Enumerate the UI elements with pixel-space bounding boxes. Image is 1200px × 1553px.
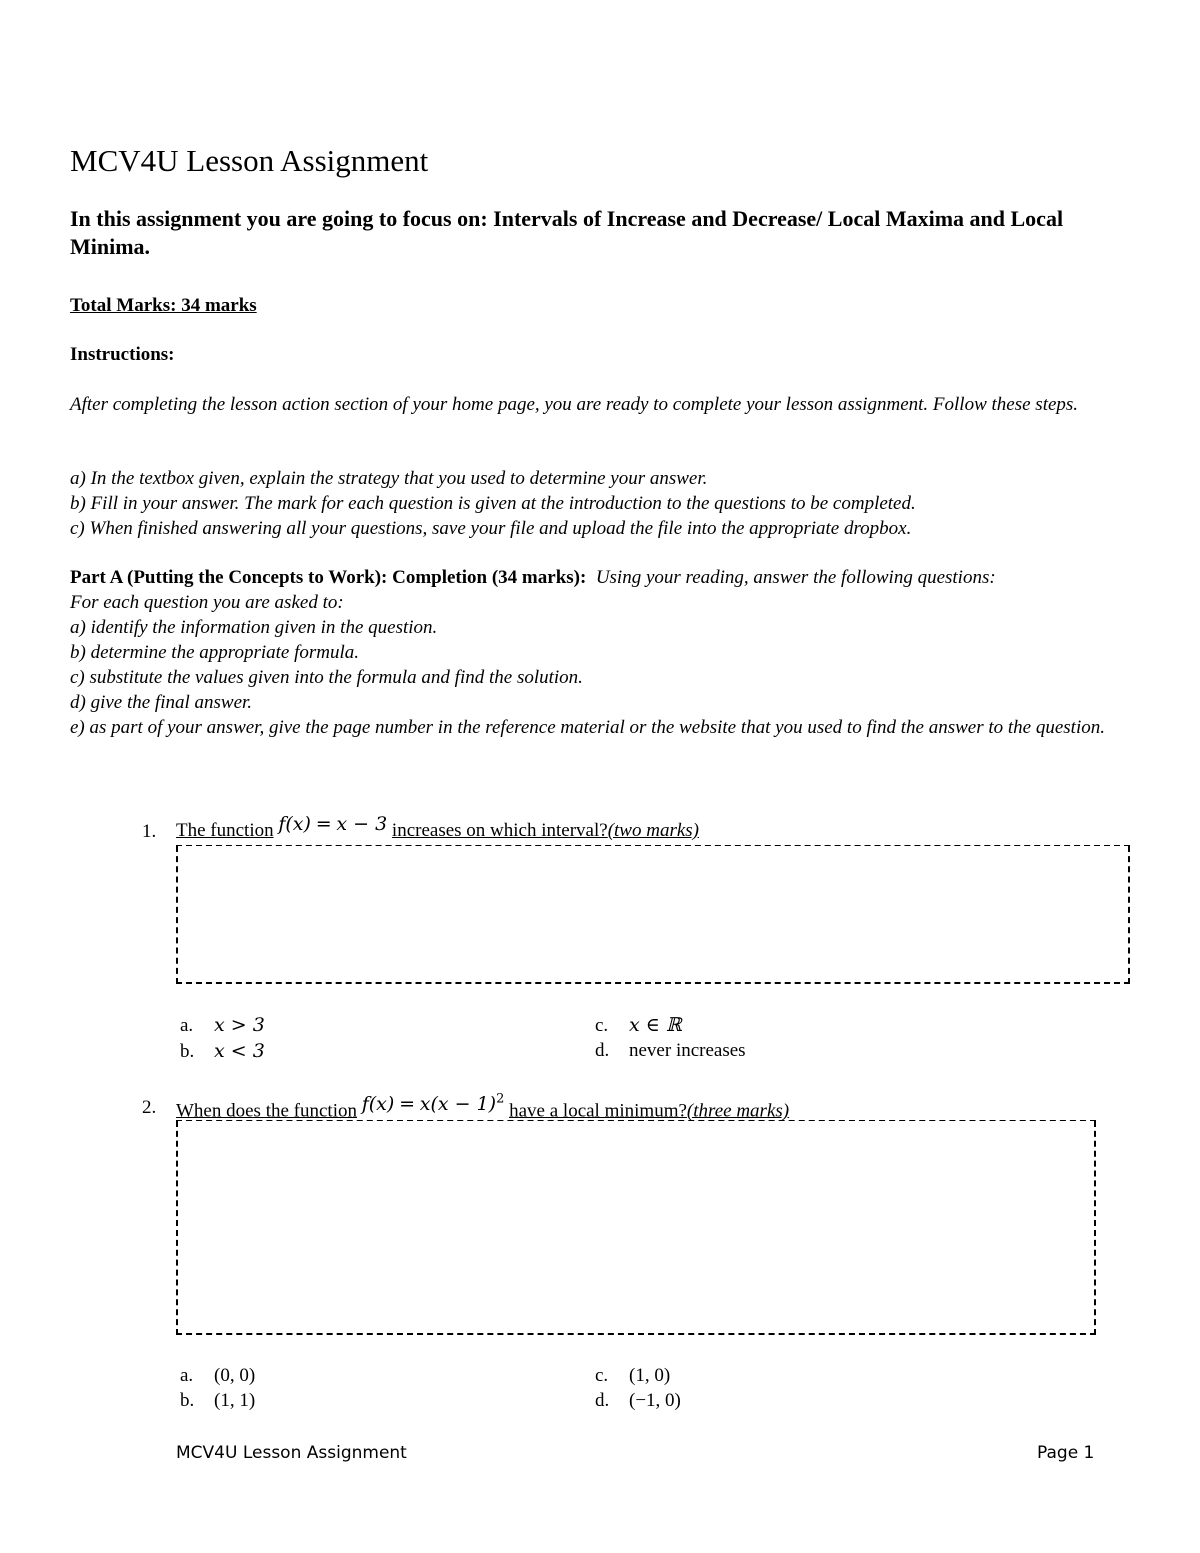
option-value: (1, 1) [214, 1390, 256, 1411]
part-a-lead: Using your reading, answer the following questions: [595, 567, 996, 588]
formula-equals: = [399, 1093, 415, 1116]
question-2-text [176, 1094, 789, 1123]
option-value: (0, 0) [214, 1365, 256, 1386]
question-1-prompt: increases on which interval? [391, 820, 608, 841]
question-2-answer-box[interactable] [176, 1121, 1096, 1335]
step-item: b) Fill in your answer. The mark for each question is given at the introduction to the questions to be completed. [70, 493, 916, 514]
formula-equals: = [315, 813, 332, 835]
option-value: (−1, 0) [629, 1390, 681, 1411]
option-letter: b. [180, 1390, 195, 1411]
question-1-formula [278, 814, 392, 835]
footer-title: MCV4U Lesson Assignment [176, 1443, 407, 1463]
step-item: a) In the textbox given, explain the strategy that you used to determine your answer. [70, 468, 708, 489]
part-a-item: c) substitute the values given into the formula and find the solution. [70, 667, 583, 688]
question-1-option-d[interactable] [595, 1038, 746, 1064]
question-1-marks: (two marks) [607, 820, 700, 841]
question-1-lead: The function [176, 820, 274, 841]
formula-fx: f(x) [361, 1093, 395, 1116]
option-letter: a. [180, 1365, 194, 1386]
question-1-answer-input[interactable] [178, 846, 1128, 982]
question-2-answer-input[interactable] [178, 1121, 1094, 1333]
question-2-marks: (three marks) [686, 1100, 790, 1122]
part-a-subhead: For each question you are asked to: [70, 592, 344, 613]
question-1-option-b[interactable] [180, 1038, 265, 1065]
instruction-steps [70, 466, 1130, 541]
option-value: never increases [629, 1040, 746, 1061]
question-1-number: 1. [142, 821, 157, 842]
option-value: x < 3 [214, 1040, 265, 1062]
part-a-heading: Part A (Putting the Concepts to Work): Completion (34 marks): [70, 567, 587, 588]
question-1-answer-box[interactable] [176, 846, 1130, 984]
part-a-item: b) determine the appropriate formula. [70, 642, 360, 663]
question-2-prompt: have a local minimum? [509, 1100, 687, 1122]
formula-exponent: 2 [496, 1092, 505, 1107]
part-a-section [70, 565, 1130, 740]
option-value: x > 3 [214, 1014, 265, 1036]
page-title: MCV4U Lesson Assignment [70, 143, 429, 178]
part-a-item: d) give the final answer. [70, 692, 253, 713]
question-2-option-a[interactable] [180, 1363, 255, 1389]
option-letter: a. [180, 1015, 194, 1036]
assignment-focus: In this assignment you are going to focus on: Intervals of Increase and Decrease/ Local Maxima and Local Minima. [70, 206, 1064, 259]
formula-rhs: x(x − 1) [419, 1093, 497, 1116]
formula-fx: f(x) [278, 813, 311, 835]
question-1-option-c[interactable] [595, 1012, 682, 1039]
option-letter: b. [180, 1041, 195, 1062]
step-item: c) When finished answering all your questions, save your file and upload the file into the appropriate dropbox. [70, 518, 912, 539]
option-value: (1, 0) [629, 1365, 671, 1386]
formula-rhs: x − 3 [336, 813, 388, 835]
option-letter: c. [595, 1015, 609, 1036]
option-value: x ∈ ℝ [629, 1014, 682, 1036]
question-1-text [176, 813, 700, 843]
part-a-item: e) as part of your answer, give the page number in the reference material or the website that you used to find the answer to the question. [70, 717, 1105, 738]
question-2-option-b[interactable] [180, 1388, 255, 1414]
question-2-option-d[interactable] [595, 1388, 681, 1414]
part-a-item: a) identify the information given in the question. [70, 617, 438, 638]
option-letter: c. [595, 1365, 609, 1386]
question-2-option-c[interactable] [595, 1363, 670, 1389]
page-number: Page 1 [1037, 1443, 1095, 1463]
instructions-paragraph: After completing the lesson action section of your home page, you are ready to complete your lesson assignment. Follow these steps. [70, 394, 1079, 415]
question-2-lead: When does the function [176, 1100, 357, 1122]
instructions-heading: Instructions: [70, 344, 175, 365]
total-marks: Total Marks: 34 marks [70, 295, 257, 316]
question-2-number: 2. [142, 1097, 157, 1118]
question-1-option-a[interactable] [180, 1012, 265, 1039]
option-letter: d. [595, 1390, 610, 1411]
option-letter: d. [595, 1040, 610, 1061]
question-2-formula [362, 1094, 509, 1115]
